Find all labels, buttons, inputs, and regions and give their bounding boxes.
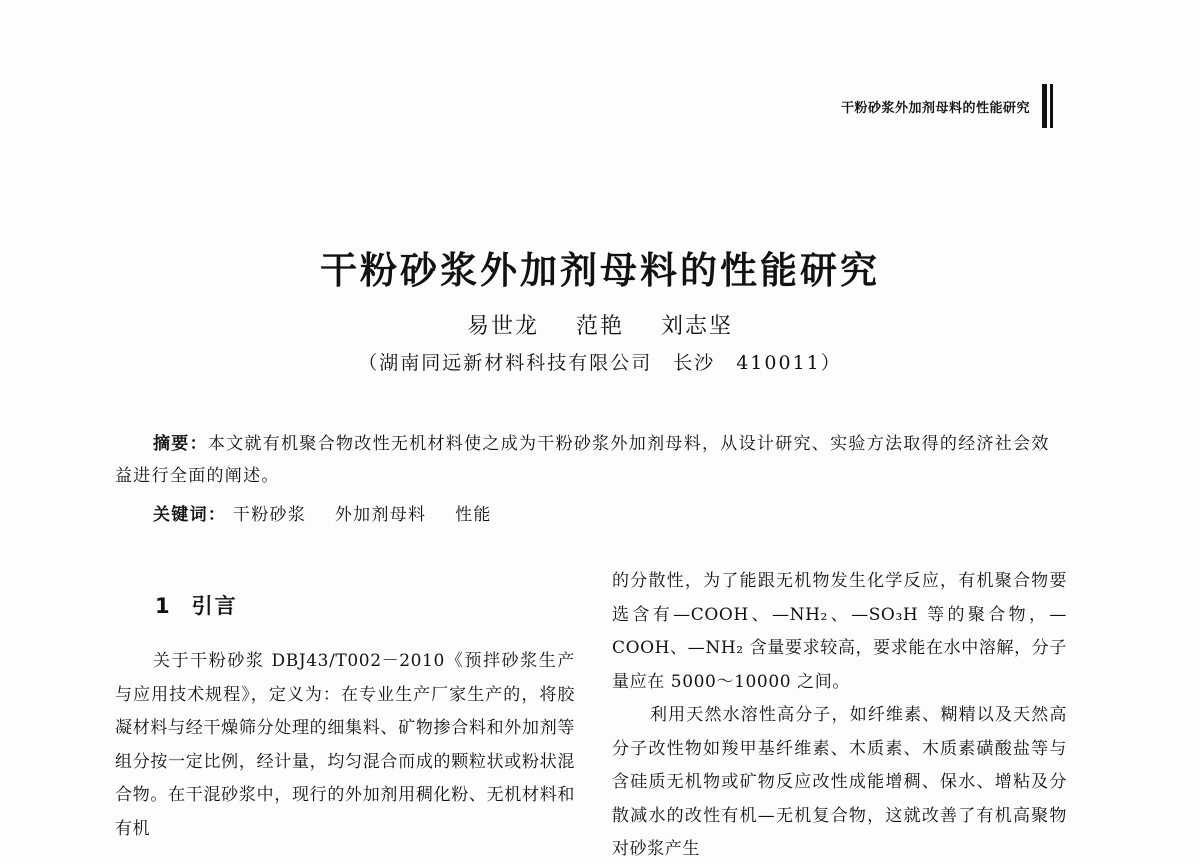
keywords (153, 500, 514, 525)
author-name: 易世龙 (466, 314, 539, 339)
header-rule-thin (1050, 84, 1053, 128)
author-list (0, 309, 1200, 340)
author-name: 刘志坚 (661, 314, 734, 339)
affiliation: （湖南同远新材料科技有限公司 长沙 410011） (358, 352, 842, 374)
section-number: 1 (155, 594, 172, 618)
running-header: 干粉砂浆外加剂母料的性能研究 (840, 101, 1030, 116)
section-title: 引言 (191, 594, 238, 618)
section-heading (155, 590, 575, 630)
left-column (115, 590, 575, 846)
keywords-label: 关键词： (153, 505, 227, 525)
right-column (612, 565, 1067, 867)
keyword: 干粉砂浆 (232, 505, 307, 525)
abstract-label: 摘要： (153, 434, 208, 454)
body-paragraph-continuation: 的分散性，为了能跟无机物发生化学反应，有机聚合物要选含有—COOH、—NH₂、—SO₃H 等的聚合物，—COOH、—NH₂ 含量要求较高，要求能在水中溶解，分子量应在 5000～10000 之间。 (612, 571, 1067, 692)
author-name: 范艳 (575, 314, 624, 339)
keyword: 外加剂母料 (334, 505, 427, 525)
header-rule-thick (1042, 84, 1047, 128)
body-paragraph: 利用天然水溶性高分子，如纤维素、糊精以及天然高分子改性物如羧甲基纤维素、木质素、木质素磺酸盐等与含硅质无机物或矿物反应改性成能增稠、保水、增粘及分散减水的改性有机—无机复合物，这就改善了有机高聚物对砂浆产生 (612, 705, 1067, 859)
abstract (115, 428, 1065, 492)
body-paragraph: 关于干粉砂浆 DBJ43/T002－2010《预拌砂浆生产与应用技术规程》，定义为：在专业生产厂家生产的，将胶凝材料与经干燥筛分处理的细集料、矿物掺合料和外加剂等组分按一定比例，经计量，均匀混合而成的颗粒状或粉状混合物。在干混砂浆中，现行的外加剂用稠化粉、无机材料和有机 (115, 651, 575, 839)
paper-title: 干粉砂浆外加剂母料的性能研究 (320, 249, 880, 292)
abstract-text: 本文就有机聚合物改性无机材料使之成为干粉砂浆外加剂母料，从设计研究、实验方法取得的经济社会效益进行全面的阐述。 (115, 434, 1050, 486)
keyword: 性能 (455, 505, 492, 525)
